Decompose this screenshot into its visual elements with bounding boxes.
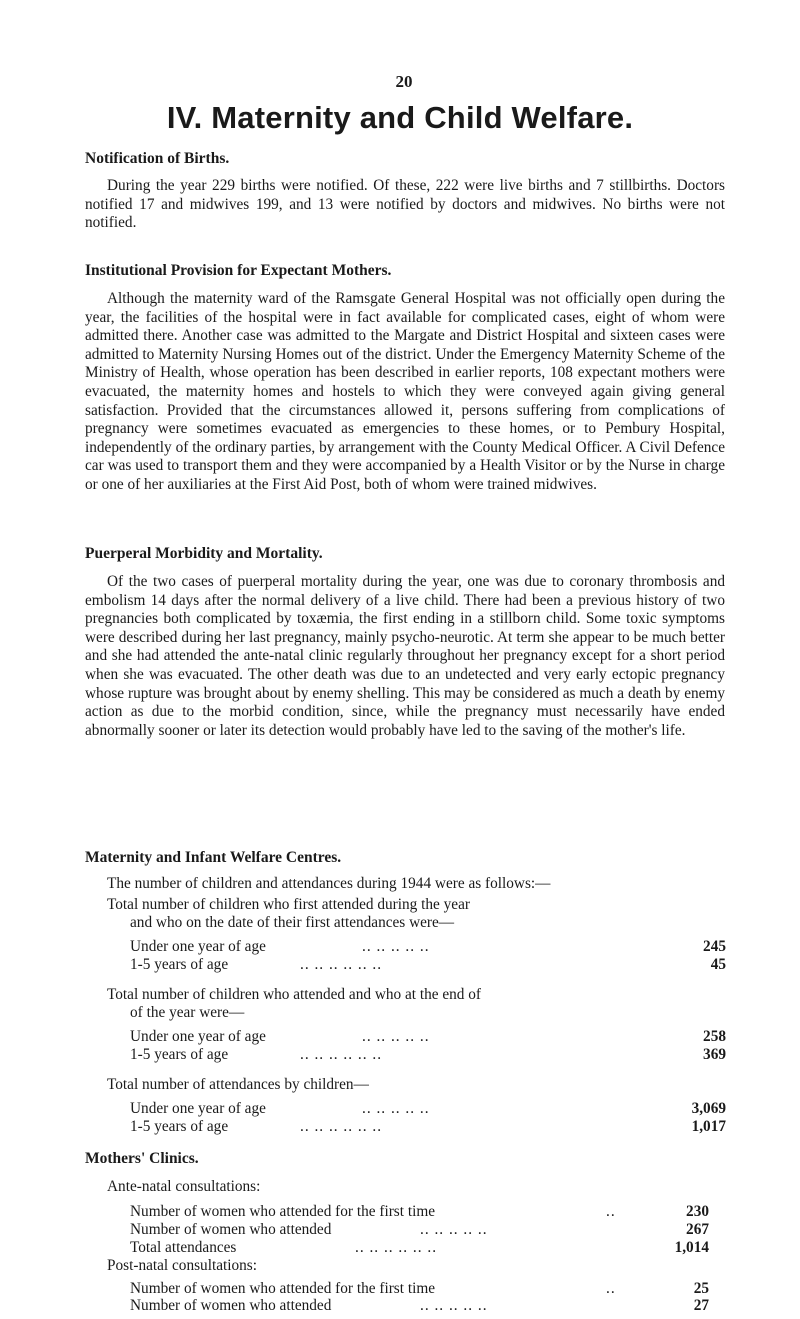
clinic-label: Number of women who attended: [130, 1297, 332, 1314]
clinic-value: 1,014: [674, 1239, 709, 1256]
group1-title-cont: and who on the date of their first attendances were—: [130, 914, 455, 931]
stat-value: 245: [703, 938, 726, 955]
clinic-row: [130, 1297, 709, 1316]
antenatal-title: Ante-natal consultations:: [107, 1178, 261, 1195]
stat-value: 369: [703, 1046, 726, 1063]
stat-label: Under one year of age: [130, 1028, 266, 1045]
puerperal-paragraph: Of the two cases of puerperal mortality during the year, one was due to coronary thrombosis and embolism 14 days after the normal delivery of a live child. There had been a previous history of two pregnancies both complicated by toxæmia, the first ending in a stillborn child. Some toxic symptoms were described during her last pregnancy, mainly psycho-neurotic. At term she appear to be much better and she had attended the ante-natal clinic regularly throughout her pregnancy except for a short period when she was evacuated. The other death was due to an undetected and very early ectopic pregnancy whose rupture was brought about by enemy shelling. This may be considered as much a death by enemy action as due to the morbid condition, since, while the pregnancy must necessarily have ended abnormally sooner or later its detection would probably have led to the saving of the mother's life.: [85, 573, 725, 739]
stat-value: 1,017: [691, 1118, 726, 1135]
stat-value: 258: [703, 1028, 726, 1045]
clinic-label: Number of women who attended: [130, 1221, 332, 1238]
clinic-row: [130, 1221, 709, 1240]
institutional-paragraph: Although the maternity ward of the Ramsgate General Hospital was not officially open during the year, the facilities of the hospital were in fact available for complicated cases, eight of whom were admitted there. Another case was admitted to the Margate and District Hospital and sixteen cases were admitted to Maternity Nursing Homes out of the district. Under the Emergency Maternity Scheme of the Ministry of Health, whose operation has been described in earlier reports, 108 expectant mothers were evacuated, the maternity homes and hostels to which they were conveyed again giving general satisfaction. Provided that the circumstances allowed it, persons suffering from complications of pregnancy were sometimes evacuated as emergencies to these homes, or to Pembury Hospital, independently of the ordinary parties, by arrangement with the County Medical Officer. A Civil Defence car was used to transport them and they were accompanied by a Health Visitor or by the Nurse in charge or one of her auxiliaries at the First Aid Post, both of whom were trained midwives.: [85, 290, 725, 493]
leader-dots: .. .. .. .. ..: [420, 1297, 488, 1314]
centres-heading: Maternity and Infant Welfare Centres.: [85, 849, 342, 866]
group1-title: Total number of children who first attended during the year: [107, 896, 470, 913]
clinic-value: 25: [693, 1280, 709, 1297]
stat-row: [130, 1028, 726, 1047]
clinic-row: [130, 1203, 709, 1222]
leader-dots: .. .. .. .. .. ..: [355, 1239, 438, 1256]
stat-row: [130, 1118, 726, 1137]
clinic-value: 27: [693, 1297, 709, 1314]
institutional-heading: Institutional Provision for Expectant Mothers.: [85, 262, 392, 279]
clinic-label: Number of women who attended for the first time: [130, 1203, 436, 1220]
births-heading: Notification of Births.: [85, 150, 230, 167]
stat-label: 1-5 years of age: [130, 956, 229, 973]
stat-row: [130, 956, 726, 975]
clinic-label: Total attendances: [130, 1239, 237, 1256]
births-paragraph: During the year 229 births were notified. Of these, 222 were live births and 7 stillbirths. Doctors notified 17 and midwives 199, and 13 were notified by doctors and midwives. No births were not notified.: [85, 177, 725, 232]
clinic-label: Number of women who attended for the first time: [130, 1280, 436, 1297]
clinics-heading: Mothers' Clinics.: [85, 1150, 199, 1167]
stat-row: [130, 938, 726, 957]
group2-title: Total number of children who attended and who at the end of: [107, 986, 482, 1003]
centres-intro: The number of children and attendances during 1944 were as follows:—: [107, 875, 551, 892]
stat-label: 1-5 years of age: [130, 1118, 229, 1135]
clinic-row: [130, 1239, 709, 1258]
leader-dots: ..: [606, 1280, 616, 1297]
stat-row: [130, 1046, 726, 1065]
stat-value: 3,069: [691, 1100, 726, 1117]
stat-value: 45: [710, 956, 726, 973]
leader-dots: .. .. .. .. ..: [362, 1028, 430, 1045]
clinic-value: 267: [686, 1221, 709, 1238]
stat-label: Under one year of age: [130, 1100, 266, 1117]
leader-dots: ..: [606, 1203, 616, 1220]
puerperal-heading: Puerperal Morbidity and Mortality.: [85, 545, 323, 562]
page-number: 20: [395, 72, 413, 91]
leader-dots: .. .. .. .. .. ..: [300, 1118, 383, 1135]
leader-dots: .. .. .. .. .. ..: [300, 956, 383, 973]
group2-title-cont: of the year were—: [130, 1004, 245, 1021]
stat-row: [130, 1100, 726, 1119]
clinic-value: 230: [686, 1203, 709, 1220]
postnatal-title: Post-natal consultations:: [107, 1257, 257, 1274]
leader-dots: .. .. .. .. ..: [362, 1100, 430, 1117]
leader-dots: .. .. .. .. ..: [362, 938, 430, 955]
leader-dots: .. .. .. .. ..: [420, 1221, 488, 1238]
leader-dots: .. .. .. .. .. ..: [300, 1046, 383, 1063]
page-title: IV. Maternity and Child Welfare.: [166, 100, 634, 135]
stat-label: Under one year of age: [130, 938, 266, 955]
stat-label: 1-5 years of age: [130, 1046, 229, 1063]
group3-title: Total number of attendances by children—: [107, 1076, 369, 1093]
